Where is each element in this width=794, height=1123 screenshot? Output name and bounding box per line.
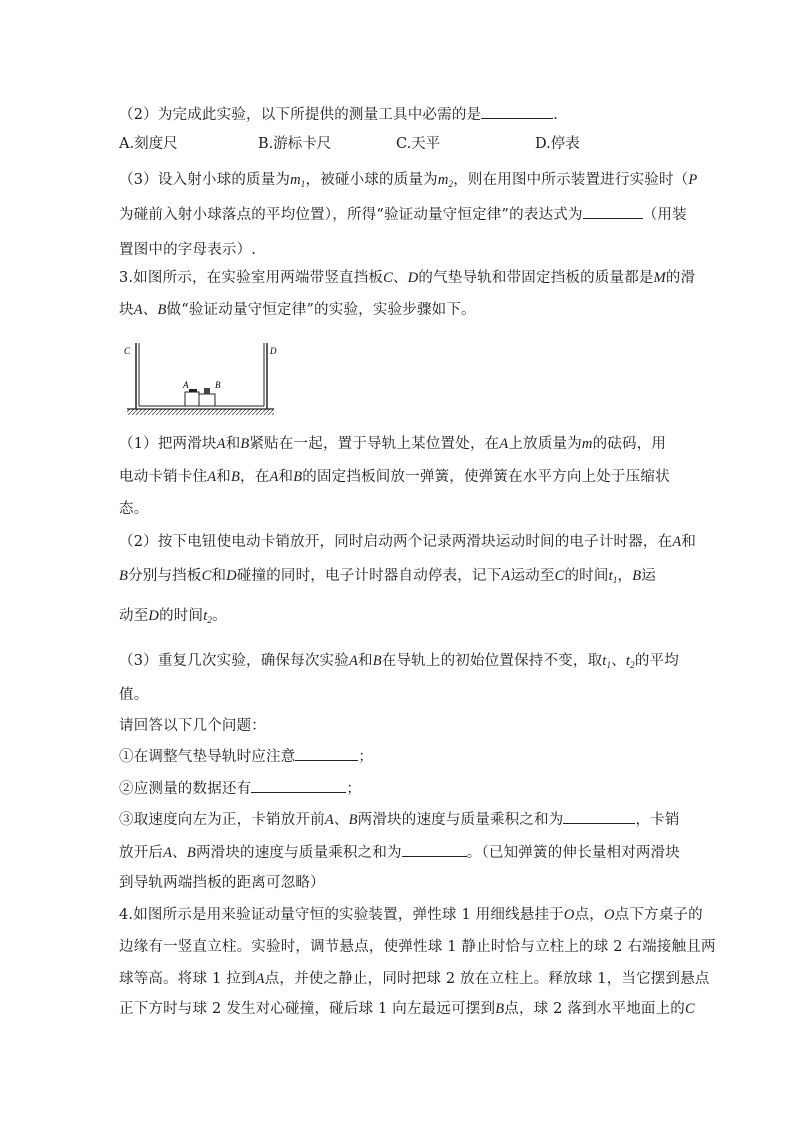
q3-step1-line2: 电动卡销卡住A和B，在A和B的固定挡板间放一弹簧，使弹簧在水平方向上处于压缩状	[119, 469, 670, 485]
label-c: C	[124, 346, 131, 356]
option-a: A.刻度尺	[119, 136, 178, 152]
weight	[204, 388, 210, 394]
q3-question1: ①在调整气垫导轨时应注意 ；	[119, 749, 374, 765]
answer-blank[interactable]	[295, 747, 358, 761]
q2-part2-prompt: （2）为完成此实验，以下所提供的测量工具中必需的是 .	[119, 107, 559, 123]
answer-blank[interactable]	[402, 843, 467, 857]
q3-question3-line1: ③取速度向左为正，卡销放开前A、B两滑块的速度与质量乘积之和为 ，卡销	[119, 812, 680, 828]
q3-intro-line1: 3.如图所示，在实验室用两端带竖直挡板C、D的气垫导轨和带固定挡板的质量都是M的滑	[119, 270, 696, 286]
q4-line4: 正下方时与球 2 发生对心碰撞，碰后球 1 向左最远可摆到B点，球 2 落到水平地面上的C	[119, 1001, 695, 1017]
answer-blank[interactable]	[251, 779, 346, 793]
answer-blank[interactable]	[563, 810, 635, 824]
q4-line2: 边缘有一竖直立柱。实验时，调节悬点，使弹性球 1 静止时恰与立柱上的球 2 右端接触且两	[119, 939, 716, 955]
air-track-diagram	[119, 340, 279, 422]
label-a: A	[183, 380, 189, 390]
q4-line1: 4.如图所示是用来验证动量守恒的实验装置，弹性球 1 用细线悬挂于O点，O点下方桌子的	[119, 907, 703, 923]
option-d: D.停表	[535, 136, 580, 152]
q3-intro-line2: 块A、B做“验证动量守恒定律”的实验，实验步骤如下。	[119, 302, 476, 318]
label-b: B	[215, 380, 221, 390]
label-d: D	[270, 346, 277, 356]
q4-line3: 球等高。将球 1 拉到A点，并使之静止，同时把球 2 放在立柱上。释放球 1，当它摆到悬点	[119, 971, 710, 987]
q3-step1-line3: 态。	[119, 501, 149, 517]
q2-part3-line2: 为碰前入射小球落点的平均位置），所得“验证动量守恒定律”的表达式为 （用装	[119, 207, 687, 223]
q3-step2-line3: 动至D的时间$t_2$。	[119, 608, 227, 625]
q3-step3-line2: 值。	[119, 687, 149, 703]
slider-b	[199, 394, 215, 406]
q3-step2-line1: （2）按下电钮使电动卡销放开，同时启动两个记录两滑块运动时间的电子计时器，在A和	[119, 534, 697, 550]
answer-blank[interactable]	[583, 205, 643, 219]
q3-step2-line2: B分别与挡板C和D碰撞的同时，电子计时器自动停表，记下A运动至C的时间$t_1$，B运	[119, 568, 656, 585]
option-c: C.天平	[396, 136, 441, 152]
q3-step1-line1: （1）把两滑块A和B紧贴在一起，置于导轨上某位置处，在A上放质量为m的砝码，用	[119, 436, 667, 452]
answer-blank[interactable]	[481, 105, 553, 119]
q3-question2: ②应测量的数据还有 ；	[119, 781, 362, 797]
q2-part3-line1: （3）设入射小球的质量为$m_1$，被碰小球的质量为$m_2$，则在用图中所示装置进行实验时（P	[119, 172, 698, 189]
q2-part3-line3: 置图中的字母表示）.	[119, 242, 257, 258]
q3-question3-line2: 放开后A、B两滑块的速度与质量乘积之和为 。（已知弹簧的伸长量相对两滑块	[119, 845, 680, 861]
q3-ask: 请回答以下几个问题：	[119, 718, 266, 734]
slider-a	[185, 392, 199, 406]
option-b: B.游标卡尺	[258, 136, 332, 152]
q3-question3-line3: 到导轨两端挡板的距离可忽略）	[119, 875, 325, 891]
q3-step3-line1: （3）重复几次实验，确保每次实验A和B在导轨上的初始位置保持不变，取$t_1$、$t_2$的平均	[119, 653, 679, 670]
track-base	[127, 409, 274, 415]
